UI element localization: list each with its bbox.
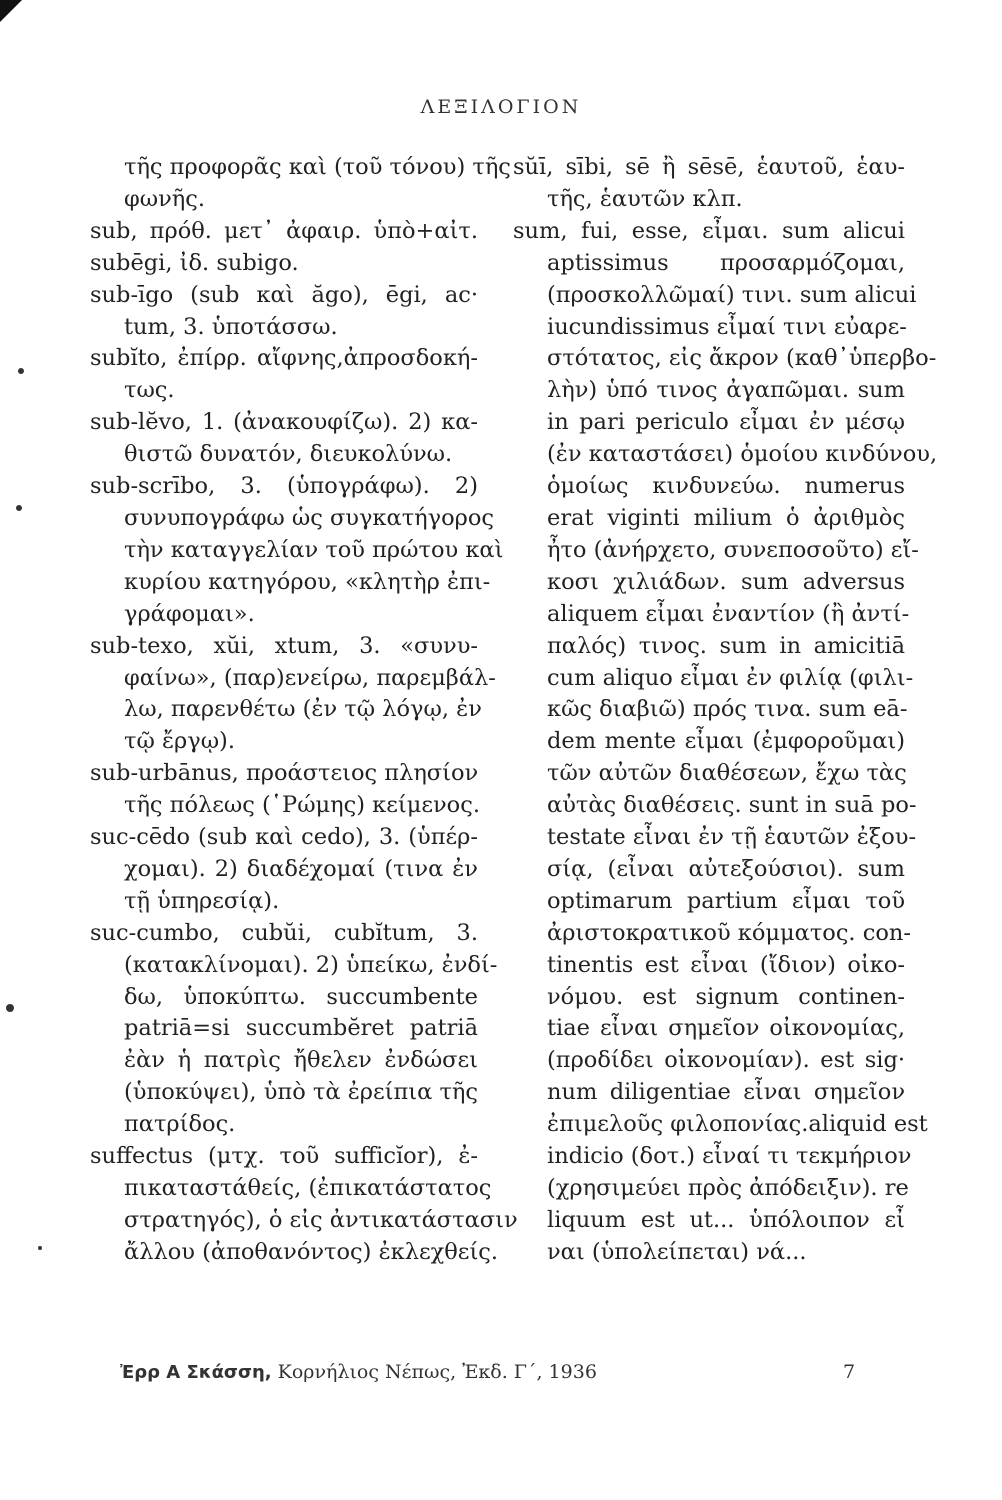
left-column-line: δω, ὑποκύπτω. succumbente — [124, 983, 478, 1010]
left-column-line: τῷ ἔργῳ). — [124, 728, 235, 755]
margin-mark — [6, 1004, 14, 1012]
footer-citation — [120, 1361, 880, 1383]
right-column-line: ὁμοίως κινδυνεύω. numerus — [547, 473, 905, 500]
right-column — [513, 152, 938, 1269]
left-column-line: κυρίου κατηγόρου, «κλητὴρ ἐπι- — [124, 568, 491, 595]
left-column-line: (κατακλίνομαι). 2) ὑπείκω, ἐνδί- — [124, 951, 498, 978]
left-column-line: τῇ ὑπηρεσίᾳ). — [124, 887, 280, 914]
right-column-line: tiae εἶναι σημεῖον οἰκονομίας, — [547, 1015, 905, 1042]
right-column-line: sŭī, sībi, sē ἢ sēsē, ἑαυτοῦ, ἑαυ- — [513, 154, 905, 180]
left-column-line: πατρίδος. — [124, 1111, 236, 1138]
right-column-line: (χρησιμεύει πρὸς ἀπόδειξιν). re — [547, 1175, 909, 1201]
margin-mark — [16, 505, 22, 511]
right-column-line: ναι (ὑπολείπεται) νά... — [547, 1238, 807, 1265]
left-column-line: patriā=si succumbĕret patriā — [124, 1015, 478, 1042]
margin-mark — [18, 368, 24, 374]
left-column-line: φωνῆς. — [124, 185, 206, 212]
right-column-line: erat viginti milium ὁ ἀριθμὸς — [547, 504, 905, 531]
left-column-line: suc-cumbo, cubŭi, cubĭtum, 3. — [90, 919, 478, 946]
left-column-line: τὴν καταγγελίαν τοῦ πρώτου καὶ — [124, 536, 504, 563]
left-column-line: sub-urbānus, προάστειος πλησίον — [90, 760, 479, 787]
left-column-line: sub-īgo (sub καὶ ăgo), ēgi, ac· — [90, 281, 478, 308]
footer-reference: Κορνήλιος Νέπως, Ἐκδ. Γ´, 1936 — [277, 1361, 597, 1383]
right-column-line: κοσι χιλιάδων. sum adversus — [547, 568, 905, 595]
left-column-line: sub-texo, xŭi, xtum, 3. «συνυ- — [90, 632, 478, 659]
right-column-line: indicio (δοτ.) εἶναί τι τεκμήριον — [547, 1143, 912, 1170]
right-column-line: νόμου. est signum continen- — [547, 983, 905, 1010]
right-column-line: (προσκολλῶμαί) τινι. sum alicui — [547, 281, 917, 308]
left-column-line: subĭto, ἐπίρρ. αἴφνης,ἀπροσδοκή- — [90, 345, 478, 372]
right-column-line: iucundissimus εἶμαί τινι εὐαρε- — [547, 313, 907, 340]
right-column-line: num diligentiae εἶναι σημεῖον — [547, 1079, 905, 1106]
footer-publisher: Ἐρρ Α Σκάσση, — [120, 1362, 272, 1383]
left-column-line: ἄλλου (ἀποθανόντος) ἐκλεχθείς. — [124, 1238, 499, 1265]
left-column-line: πικαταστάθείς, (ἐπικατάστατος — [124, 1175, 492, 1201]
left-column-line: χομαι). 2) διαδέχομαί (τινα ἐν — [124, 855, 478, 882]
right-column-line: in pari periculo εἶμαι ἐν μέσῳ — [547, 409, 905, 436]
right-column-line: testate εἶναι ἐν τῇ ἑαυτῶν ἐξου- — [547, 824, 917, 851]
corner-scan-mark — [0, 0, 22, 22]
left-column-line: τως. — [124, 377, 175, 404]
left-column-line: τῆς προφορᾶς καὶ (τοῦ τόνου) τῆς — [124, 154, 511, 180]
right-column-line: κῶς διαβιῶ) πρός τινα. sum eā- — [547, 696, 908, 723]
page-number: 7 — [843, 1361, 856, 1383]
left-column-line: subēgi, ἰδ. subigo. — [90, 249, 299, 276]
left-column-line: sub-lĕvo, 1. (ἀνακουφίζω). 2) κα- — [90, 409, 478, 436]
right-column-line: λὴν) ὑπό τινος ἀγαπῶμαι. sum — [547, 377, 905, 404]
left-column-line: tum, 3. ὑποτάσσω. — [124, 313, 338, 340]
left-column-line: (ὑποκύψει), ὑπὸ τὰ ἐρείπια τῆς — [124, 1079, 478, 1106]
left-column-line: γράφομαι». — [124, 600, 255, 627]
left-column-line: suc-cēdo (sub καὶ cedo), 3. (ὑπέρ- — [90, 824, 478, 851]
right-column-line: ἐπιμελοῦς φιλοπονίας.aliquid est — [547, 1111, 928, 1138]
right-column-line: aliquem εἶμαι ἐναντίον (ἢ ἀντί- — [547, 600, 910, 627]
right-column-line: optimarum partium εἶμαι τοῦ — [547, 887, 905, 914]
right-column-line: ἦτο (ἀνήρχετο, συνεποσοῦτο) εἴ- — [547, 536, 919, 563]
right-column-line: παλός) τινος. sum in amicitiā — [547, 632, 905, 659]
left-column-line: sub, πρόθ. μετ᾽ ἀφαιρ. ὑπὸ+αἰτ. — [90, 217, 478, 244]
right-column-line: cum aliquo εἶμαι ἐν φιλίᾳ (φιλι- — [547, 664, 914, 691]
page-title: ΛΕΞΙΛΟΓΙΟΝ — [420, 96, 582, 118]
right-column-line: dem mente εἶμαι (ἐμφοροῦμαι) — [547, 728, 905, 755]
right-column-line: sum, fui, esse, εἶμαι. sum alicui — [513, 217, 905, 244]
left-column-line: sub-scrībo, 3. (ὑπογράφω). 2) — [90, 473, 478, 500]
right-column-line: τῆς, ἑαυτῶν κλπ. — [547, 185, 743, 212]
left-column-line: στρατηγός), ὁ εἰς ἀντικατάστασιν — [124, 1206, 518, 1233]
left-column-line: suffectus (μτχ. τοῦ sufficĭor), ἐ- — [90, 1143, 478, 1170]
left-column-line: φαίνω», (παρ)ενείρω, παρεμβάλ- — [124, 664, 496, 691]
left-column-line: λω, παρενθέτω (ἐν τῷ λόγῳ, ἐν — [124, 696, 482, 723]
right-column-line: (προδίδει οἰκονομίαν). est sig· — [547, 1047, 905, 1074]
margin-mark — [38, 1246, 42, 1250]
right-column-line: (ἐν καταστάσει) ὁμοίου κινδύνου, — [547, 441, 938, 468]
right-column-line: tinentis est εἶναι (ἴδιον) οἰκο- — [547, 951, 905, 978]
left-column-line: θιστῶ δυνατόν, διευκολύνω. — [124, 441, 453, 468]
left-column-line: συνυπογράφω ὡς συγκατήγορος — [124, 504, 494, 531]
left-column-line: ἐὰν ἡ πατρὶς ἤθελεν ἐνδώσει — [124, 1047, 478, 1074]
right-column-line: στότατος, εἰς ἄκρον (καθ᾽ὑπερβο- — [547, 345, 937, 372]
right-column-line: σίᾳ, (εἶναι αὐτεξούσιοι). sum — [547, 855, 905, 882]
left-column — [90, 152, 518, 1269]
right-column-line: liquum est ut... ὑπόλοιπον εἶ — [547, 1206, 905, 1233]
left-column-line: τῆς πόλεως (῾Ρώμης) κείμενος. — [124, 792, 480, 819]
right-column-line: ἀριστοκρατικοῦ κόμματος. con- — [547, 919, 911, 946]
right-column-line: αὐτὰς διαθέσεις. sunt in suā po- — [547, 792, 917, 819]
right-column-line: aptissimus προσαρμόζομαι, — [547, 249, 905, 276]
right-column-line: τῶν αὐτῶν διαθέσεων, ἔχω τὰς — [547, 760, 907, 787]
